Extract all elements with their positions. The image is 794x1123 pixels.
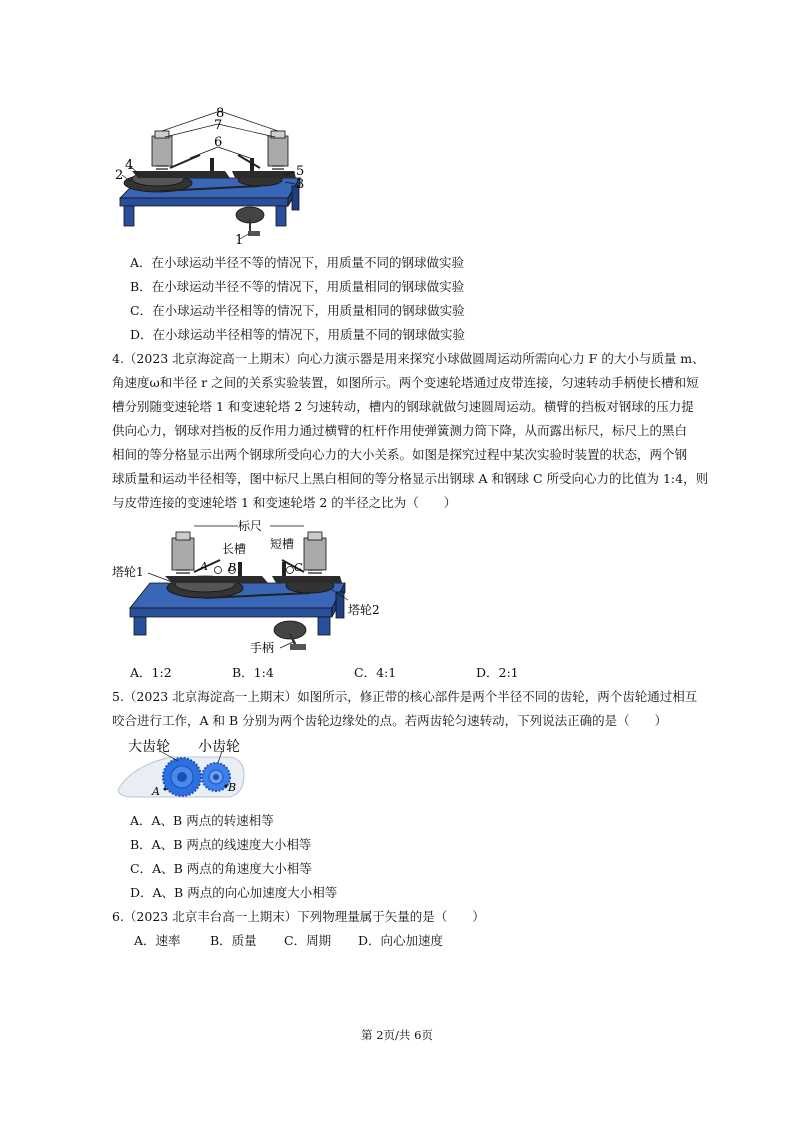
q3-option-a[interactable]: A．在小球运动半径不等的情况下，用质量不同的钢球做实验 [130, 255, 465, 270]
q4-line-2: 角速度ω和半径 r 之间的关系实验装置，如图所示。两个变速轮塔通过皮带连接，匀速转动手柄使长槽和短 [112, 375, 699, 390]
q5-option-a[interactable]: A．A、B 两点的转速相等 [130, 813, 274, 828]
q6-option-c[interactable]: C．周期 [284, 933, 332, 948]
q6-option-b[interactable]: B．质量 [210, 933, 257, 948]
q4-line-7: 与皮带连接的变速轮塔 1 和变速轮塔 2 的半径之比为（ ） [112, 495, 457, 510]
page-footer: 第 2页/共 6页 [361, 1028, 433, 1042]
q6-option-d[interactable]: D．向心加速度 [358, 933, 444, 948]
fig1-label-2: 2 [115, 168, 124, 183]
q5-option-b[interactable]: B．A、B 两点的线速度大小相等 [130, 837, 312, 852]
q3-option-d[interactable]: D．在小球运动半径相等的情况下，用质量不同的钢球做实验 [130, 327, 466, 342]
fig1-label-5: 5 [296, 164, 305, 179]
q4-option-b[interactable]: B．1:4 [232, 665, 274, 680]
fig1-label-7: 7 [214, 118, 223, 133]
fig2-label-ball-a: A [200, 560, 208, 573]
q5-option-d[interactable]: D．A、B 两点的向心加速度大小相等 [130, 885, 338, 900]
apparatus-figure-numbered [110, 103, 310, 248]
fig1-label-1: 1 [235, 233, 244, 248]
fig2-label-ball-c: C [294, 561, 303, 574]
q4-line-3: 槽分别随变速轮塔 1 和变速轮塔 2 匀速转动，槽内的钢球就做匀速圆周运动。横臂的挡板对钢球的压力提 [112, 399, 694, 414]
q3-option-c[interactable]: C．在小球运动半径相等的情况下，用质量相同的钢球做实验 [130, 303, 465, 318]
fig2-label-ruler: 标尺 [238, 519, 263, 533]
fig3-label-big-gear: 大齿轮 [128, 739, 170, 755]
fig2-label-tower-1: 塔轮1 [112, 565, 144, 579]
fig1-label-8: 8 [216, 106, 225, 121]
fig2-label-long-slot: 长槽 [222, 542, 247, 556]
fig1-label-6: 6 [214, 135, 223, 150]
q4-line-6: 球质量和运动半径相等，图中标尺上黑白相间的等分格显示出钢球 A 和钢球 C 所受向心力的比值为 1:4，则 [112, 471, 709, 486]
q4-line-5: 相间的等分格显示出两个钢球所受向心力的大小关系。如图是探究过程中某次实验时装置的状态，两个钢 [112, 447, 688, 462]
q4-line-4: 供向心力，钢球对挡板的反作用力通过横臂的杠杆作用使弹簧测力筒下降，从而露出标尺，标尺上的黑白 [112, 423, 688, 438]
q4-option-d[interactable]: D．2:1 [476, 665, 519, 680]
fig2-label-tower-2: 塔轮2 [348, 603, 380, 617]
q6-question: 6.（2023 北京丰台高一上期末）下列物理量属于矢量的是（ ） [112, 909, 485, 924]
fig2-label-handle: 手柄 [250, 641, 275, 655]
fig2-label-ball-b: B [228, 561, 237, 574]
q3-option-b[interactable]: B．在小球运动半径不等的情况下，用质量相同的钢球做实验 [130, 279, 465, 294]
fig1-label-4: 4 [125, 158, 134, 173]
fig3-label-small-gear: 小齿轮 [198, 739, 240, 755]
q5-line-1: 5.（2023 北京海淀高一上期末）如图所示，修正带的核心部件是两个半径不同的齿轮，两个齿轮通过相互 [112, 689, 698, 704]
q4-option-c[interactable]: C．4:1 [354, 665, 397, 680]
gears-figure [112, 735, 252, 805]
fig3-label-point-b: B [228, 781, 237, 794]
q4-line-1: 4.（2023 北京海淀高一上期末）向心力演示器是用来探究小球做圆周运动所需向心力 F 的大小与质量 m、 [112, 351, 705, 366]
fig2-label-short-slot: 短槽 [270, 537, 295, 551]
q5-line-2: 咬合进行工作，A 和 B 分别为两个齿轮边缘处的点。若两齿轮匀速转动，下列说法正确的是（ ） [112, 713, 668, 728]
fig1-label-3: 3 [296, 177, 305, 192]
q4-option-a[interactable]: A．1:2 [130, 665, 172, 680]
apparatus-figure-labeled [110, 518, 390, 658]
q5-option-c[interactable]: C．A、B 两点的角速度大小相等 [130, 861, 312, 876]
fig3-label-point-a: A [152, 785, 160, 798]
q6-option-a[interactable]: A．速率 [134, 933, 181, 948]
